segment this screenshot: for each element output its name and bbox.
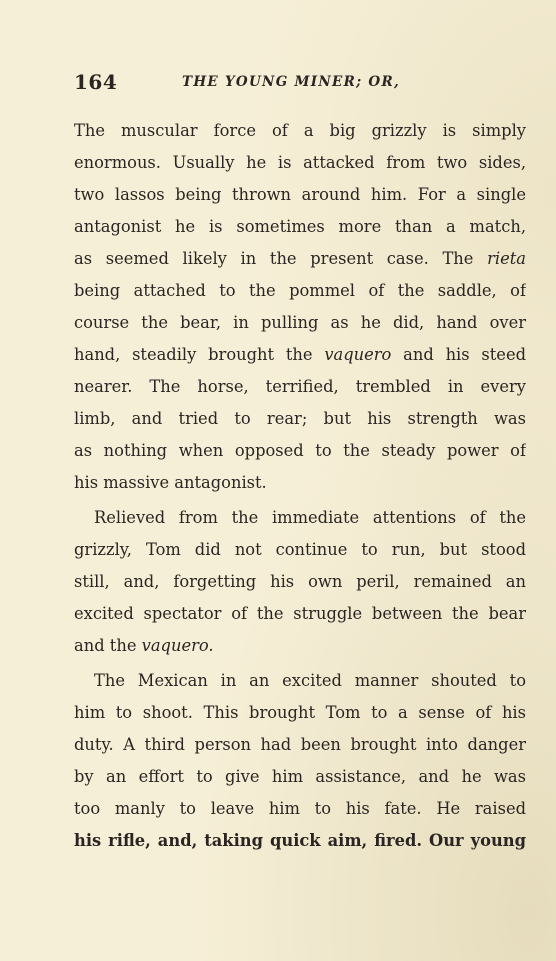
body-text bbox=[74, 115, 526, 857]
text-segment: antagonist he is sometimes more than a match, bbox=[74, 217, 526, 236]
text-segment: his massive antagonist. bbox=[74, 473, 267, 492]
text-line bbox=[74, 566, 526, 598]
paragraph bbox=[74, 502, 526, 662]
text-segment: The Mexican in an excited manner shouted to bbox=[94, 671, 526, 690]
text-segment: grizzly, Tom did not continue to run, but stood bbox=[74, 540, 526, 559]
text-line bbox=[74, 371, 526, 403]
text-segment: enormous. Usually he is attacked from two sides, bbox=[74, 153, 526, 172]
text-line bbox=[74, 502, 526, 534]
text-segment: as nothing when opposed to the steady power of bbox=[74, 441, 526, 460]
text-line bbox=[74, 793, 526, 825]
text-line bbox=[74, 729, 526, 761]
text-segment: him to shoot. This brought Tom to a sense of his bbox=[74, 703, 526, 722]
text-line bbox=[74, 179, 526, 211]
text-segment: course the bear, in pulling as he did, hand over bbox=[74, 313, 526, 332]
text-line bbox=[74, 403, 526, 435]
italic-word: rieta bbox=[487, 249, 526, 268]
text-line bbox=[74, 275, 526, 307]
text-line bbox=[74, 147, 526, 179]
text-line bbox=[74, 665, 526, 697]
running-title: THE YOUNG MINER; OR, bbox=[182, 74, 400, 90]
text-line bbox=[74, 534, 526, 566]
paragraph bbox=[74, 665, 526, 857]
text-segment: his rifle, and, taking quick aim, fired. Our young bbox=[74, 831, 526, 850]
text-segment: and the bbox=[74, 636, 142, 655]
text-segment: by an effort to give him assistance, and he was bbox=[74, 767, 526, 786]
text-segment: two lassos being thrown around him. For a single bbox=[74, 185, 526, 204]
page-number: 164 bbox=[74, 70, 118, 94]
text-segment: excited spectator of the struggle between the bear bbox=[74, 604, 526, 623]
text-segment: too manly to leave him to his fate. He raised bbox=[74, 799, 526, 818]
text-segment: still, and, forgetting his own peril, remained an bbox=[74, 572, 526, 591]
text-line bbox=[74, 761, 526, 793]
text-segment: being attached to the pommel of the saddle, of bbox=[74, 281, 526, 300]
text-line bbox=[74, 630, 526, 662]
text-line bbox=[74, 598, 526, 630]
text-line bbox=[74, 115, 526, 147]
text-line bbox=[74, 339, 526, 371]
italic-word: vaquero. bbox=[141, 636, 214, 655]
italic-word: vaquero bbox=[324, 345, 392, 364]
text-segment: duty. A third person had been brought into danger bbox=[74, 735, 526, 754]
text-line bbox=[74, 243, 526, 275]
text-line bbox=[74, 467, 526, 499]
text-line bbox=[74, 435, 526, 467]
text-segment: hand, steadily brought the bbox=[74, 345, 325, 364]
text-segment: Relieved from the immediate attentions of the bbox=[94, 508, 526, 527]
page-header bbox=[74, 70, 526, 96]
text-line bbox=[74, 307, 526, 339]
text-segment: The muscular force of a big grizzly is simply bbox=[74, 121, 526, 140]
text-line bbox=[74, 825, 526, 857]
text-segment: and his steed bbox=[391, 345, 526, 364]
text-segment: as seemed likely in the present case. The bbox=[74, 249, 488, 268]
text-line bbox=[74, 211, 526, 243]
text-segment: limb, and tried to rear; but his strength was bbox=[74, 409, 526, 428]
paragraph bbox=[74, 115, 526, 499]
text-segment: nearer. The horse, terrified, trembled in every bbox=[74, 377, 526, 396]
text-line bbox=[74, 697, 526, 729]
